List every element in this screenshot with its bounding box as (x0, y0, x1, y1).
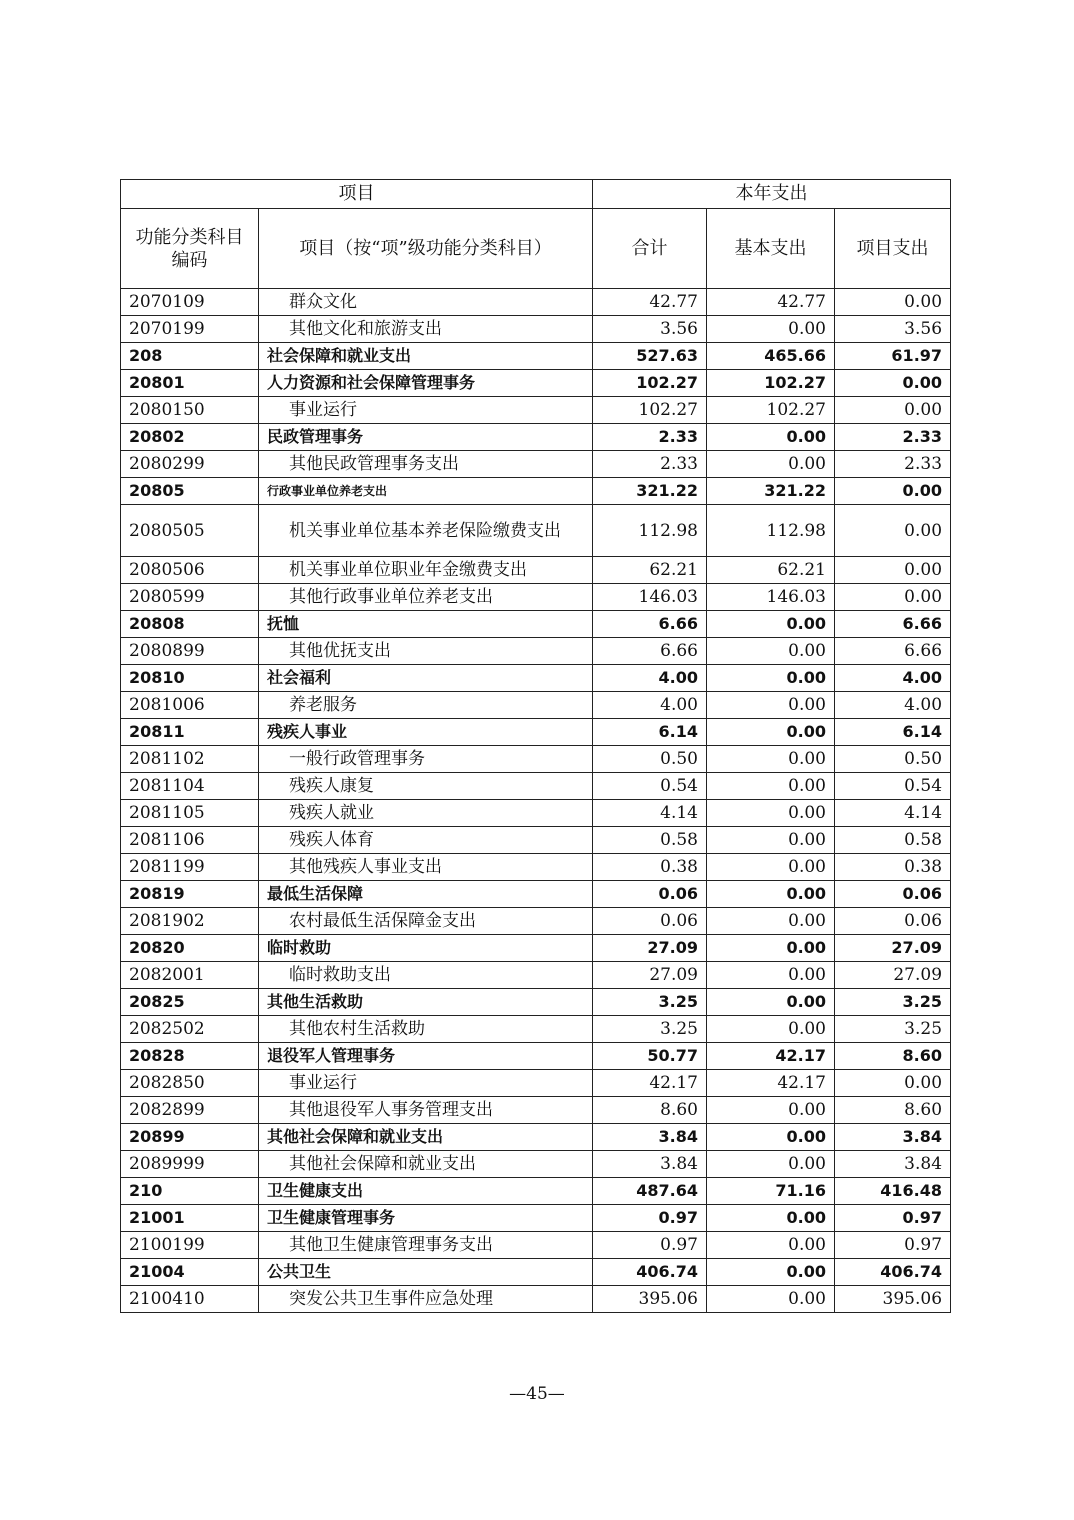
row-name: 民政管理事务 (259, 424, 593, 451)
row-basic: 42.17 (707, 1043, 835, 1070)
header-total: 合计 (593, 209, 707, 289)
table-row (121, 1286, 951, 1313)
table-row (121, 827, 951, 854)
row-project: 0.97 (835, 1232, 951, 1259)
row-total: 4.14 (593, 800, 707, 827)
row-total: 487.64 (593, 1178, 707, 1205)
row-project: 406.74 (835, 1259, 951, 1286)
row-code: 2082850 (121, 1070, 259, 1097)
row-project: 0.97 (835, 1205, 951, 1232)
row-project: 395.06 (835, 1286, 951, 1313)
row-code: 2081104 (121, 773, 259, 800)
row-code: 21001 (121, 1205, 259, 1232)
row-name: 其他优抚支出 (259, 638, 593, 665)
table-row (121, 397, 951, 424)
row-project: 4.14 (835, 800, 951, 827)
row-code: 2080599 (121, 584, 259, 611)
row-name: 其他行政事业单位养老支出 (259, 584, 593, 611)
row-name: 行政事业单位养老支出 (259, 478, 593, 505)
row-basic: 0.00 (707, 908, 835, 935)
row-total: 3.84 (593, 1124, 707, 1151)
row-project: 0.00 (835, 1070, 951, 1097)
row-basic: 465.66 (707, 343, 835, 370)
row-code: 2080899 (121, 638, 259, 665)
row-name: 突发公共卫生事件应急处理 (259, 1286, 593, 1313)
row-code: 2080505 (121, 505, 259, 557)
row-basic: 0.00 (707, 962, 835, 989)
row-name: 其他农村生活救助 (259, 1016, 593, 1043)
row-project: 0.00 (835, 289, 951, 316)
row-name: 最低生活保障 (259, 881, 593, 908)
row-code: 20801 (121, 370, 259, 397)
row-project: 4.00 (835, 665, 951, 692)
table-row (121, 692, 951, 719)
table-row (121, 908, 951, 935)
row-total: 6.14 (593, 719, 707, 746)
row-project: 0.00 (835, 505, 951, 557)
row-project: 0.38 (835, 854, 951, 881)
row-total: 395.06 (593, 1286, 707, 1313)
table-row (121, 289, 951, 316)
row-project: 3.25 (835, 1016, 951, 1043)
row-project: 3.84 (835, 1124, 951, 1151)
row-basic: 0.00 (707, 854, 835, 881)
row-name: 事业运行 (259, 1070, 593, 1097)
row-code: 2070199 (121, 316, 259, 343)
row-basic: 42.17 (707, 1070, 835, 1097)
row-basic: 0.00 (707, 1097, 835, 1124)
row-total: 0.50 (593, 746, 707, 773)
row-total: 6.66 (593, 638, 707, 665)
row-name: 公共卫生 (259, 1259, 593, 1286)
table-row (121, 1016, 951, 1043)
row-project: 8.60 (835, 1043, 951, 1070)
row-name: 残疾人就业 (259, 800, 593, 827)
row-name: 养老服务 (259, 692, 593, 719)
row-total: 102.27 (593, 397, 707, 424)
row-project: 4.00 (835, 692, 951, 719)
table-row (121, 989, 951, 1016)
row-basic: 0.00 (707, 1232, 835, 1259)
row-code: 20810 (121, 665, 259, 692)
row-name: 农村最低生活保障金支出 (259, 908, 593, 935)
row-total: 0.97 (593, 1232, 707, 1259)
table-row (121, 962, 951, 989)
row-total: 406.74 (593, 1259, 707, 1286)
row-total: 3.56 (593, 316, 707, 343)
table-row (121, 773, 951, 800)
row-project: 27.09 (835, 962, 951, 989)
row-basic: 102.27 (707, 397, 835, 424)
row-code: 20820 (121, 935, 259, 962)
table-row (121, 1151, 951, 1178)
row-project: 3.25 (835, 989, 951, 1016)
table-row (121, 800, 951, 827)
table-header-column-row (121, 209, 951, 289)
table-row (121, 370, 951, 397)
row-code: 20808 (121, 611, 259, 638)
row-name: 机关事业单位职业年金缴费支出 (259, 557, 593, 584)
table-row (121, 611, 951, 638)
row-basic: 0.00 (707, 1151, 835, 1178)
row-project: 2.33 (835, 424, 951, 451)
table-row (121, 1205, 951, 1232)
row-project: 3.84 (835, 1151, 951, 1178)
row-project: 0.00 (835, 397, 951, 424)
row-total: 4.00 (593, 665, 707, 692)
row-basic: 0.00 (707, 989, 835, 1016)
row-name: 其他民政管理事务支出 (259, 451, 593, 478)
row-basic: 0.00 (707, 1016, 835, 1043)
row-total: 27.09 (593, 962, 707, 989)
row-project: 416.48 (835, 1178, 951, 1205)
row-name: 社会福利 (259, 665, 593, 692)
row-basic: 112.98 (707, 505, 835, 557)
row-basic: 0.00 (707, 935, 835, 962)
row-project: 0.58 (835, 827, 951, 854)
row-basic: 146.03 (707, 584, 835, 611)
row-code: 2100199 (121, 1232, 259, 1259)
row-total: 0.58 (593, 827, 707, 854)
table-row (121, 1232, 951, 1259)
table-body (121, 289, 951, 1313)
row-code: 20805 (121, 478, 259, 505)
row-project: 6.66 (835, 611, 951, 638)
row-code: 20899 (121, 1124, 259, 1151)
row-total: 321.22 (593, 478, 707, 505)
row-basic: 0.00 (707, 424, 835, 451)
row-name: 社会保障和就业支出 (259, 343, 593, 370)
row-project: 27.09 (835, 935, 951, 962)
row-name: 一般行政管理事务 (259, 746, 593, 773)
row-code: 2080506 (121, 557, 259, 584)
row-name: 卫生健康支出 (259, 1178, 593, 1205)
row-total: 2.33 (593, 451, 707, 478)
row-total: 527.63 (593, 343, 707, 370)
row-code: 2081199 (121, 854, 259, 881)
row-project: 2.33 (835, 451, 951, 478)
row-basic: 0.00 (707, 451, 835, 478)
row-project: 61.97 (835, 343, 951, 370)
header-name: 项目（按“项”级功能分类科目） (259, 209, 593, 289)
row-total: 112.98 (593, 505, 707, 557)
row-code: 21004 (121, 1259, 259, 1286)
row-code: 2070109 (121, 289, 259, 316)
header-basic: 基本支出 (707, 209, 835, 289)
row-code: 2080150 (121, 397, 259, 424)
row-name: 其他社会保障和就业支出 (259, 1124, 593, 1151)
row-name: 临时救助支出 (259, 962, 593, 989)
row-code: 2082502 (121, 1016, 259, 1043)
row-code: 2089999 (121, 1151, 259, 1178)
row-total: 50.77 (593, 1043, 707, 1070)
row-basic: 0.00 (707, 800, 835, 827)
row-name: 事业运行 (259, 397, 593, 424)
row-code: 2081006 (121, 692, 259, 719)
row-total: 0.54 (593, 773, 707, 800)
row-project: 0.00 (835, 370, 951, 397)
row-name: 群众文化 (259, 289, 593, 316)
row-code: 2100410 (121, 1286, 259, 1313)
table-row (121, 1259, 951, 1286)
row-basic: 0.00 (707, 1124, 835, 1151)
table-row (121, 854, 951, 881)
row-total: 102.27 (593, 370, 707, 397)
row-basic: 0.00 (707, 638, 835, 665)
row-code: 20828 (121, 1043, 259, 1070)
row-basic: 0.00 (707, 692, 835, 719)
row-basic: 0.00 (707, 1259, 835, 1286)
expense-table (120, 179, 951, 1313)
row-name: 退役军人管理事务 (259, 1043, 593, 1070)
row-code: 2081105 (121, 800, 259, 827)
table-row (121, 1124, 951, 1151)
row-project: 6.66 (835, 638, 951, 665)
row-total: 3.84 (593, 1151, 707, 1178)
row-project: 0.06 (835, 908, 951, 935)
row-project: 8.60 (835, 1097, 951, 1124)
row-code: 2082001 (121, 962, 259, 989)
row-project: 0.00 (835, 584, 951, 611)
row-name: 其他残疾人事业支出 (259, 854, 593, 881)
row-basic: 0.00 (707, 1286, 835, 1313)
row-code: 2080299 (121, 451, 259, 478)
header-code: 功能分类科目编码 (121, 209, 259, 289)
table-row (121, 478, 951, 505)
row-name: 其他社会保障和就业支出 (259, 1151, 593, 1178)
row-code: 20825 (121, 989, 259, 1016)
row-basic: 0.00 (707, 611, 835, 638)
table-row (121, 1070, 951, 1097)
row-code: 20802 (121, 424, 259, 451)
row-basic: 71.16 (707, 1178, 835, 1205)
row-total: 6.66 (593, 611, 707, 638)
table-row (121, 505, 951, 557)
row-project: 0.00 (835, 478, 951, 505)
table-row (121, 451, 951, 478)
row-total: 0.06 (593, 881, 707, 908)
row-total: 146.03 (593, 584, 707, 611)
row-total: 4.00 (593, 692, 707, 719)
row-name: 人力资源和社会保障管理事务 (259, 370, 593, 397)
row-project: 6.14 (835, 719, 951, 746)
row-basic: 42.77 (707, 289, 835, 316)
table-row (121, 424, 951, 451)
row-project: 0.06 (835, 881, 951, 908)
header-expense-group: 本年支出 (593, 180, 951, 209)
row-name: 临时救助 (259, 935, 593, 962)
row-code: 20811 (121, 719, 259, 746)
row-project: 0.54 (835, 773, 951, 800)
row-project: 0.50 (835, 746, 951, 773)
table-row (121, 316, 951, 343)
row-basic: 0.00 (707, 773, 835, 800)
row-name: 残疾人康复 (259, 773, 593, 800)
row-basic: 0.00 (707, 881, 835, 908)
row-basic: 0.00 (707, 719, 835, 746)
row-total: 0.97 (593, 1205, 707, 1232)
row-name: 残疾人体育 (259, 827, 593, 854)
row-name: 机关事业单位基本养老保险缴费支出 (259, 505, 593, 557)
row-basic: 0.00 (707, 1205, 835, 1232)
row-basic: 0.00 (707, 316, 835, 343)
row-basic: 0.00 (707, 827, 835, 854)
page-number: —45— (509, 1384, 565, 1404)
table-row (121, 719, 951, 746)
header-item-group: 项目 (121, 180, 593, 209)
row-basic: 321.22 (707, 478, 835, 505)
table-row (121, 557, 951, 584)
row-total: 2.33 (593, 424, 707, 451)
table-row (121, 638, 951, 665)
row-total: 3.25 (593, 989, 707, 1016)
row-total: 62.21 (593, 557, 707, 584)
table-row (121, 584, 951, 611)
row-total: 8.60 (593, 1097, 707, 1124)
row-total: 3.25 (593, 1016, 707, 1043)
table-header-group-row (121, 180, 951, 209)
table-row (121, 746, 951, 773)
row-name: 其他卫生健康管理事务支出 (259, 1232, 593, 1259)
row-total: 42.17 (593, 1070, 707, 1097)
row-name: 残疾人事业 (259, 719, 593, 746)
row-total: 27.09 (593, 935, 707, 962)
row-basic: 102.27 (707, 370, 835, 397)
row-basic: 0.00 (707, 665, 835, 692)
row-total: 0.38 (593, 854, 707, 881)
table-row (121, 881, 951, 908)
row-code: 210 (121, 1178, 259, 1205)
table-row (121, 1178, 951, 1205)
row-basic: 0.00 (707, 746, 835, 773)
row-project: 0.00 (835, 557, 951, 584)
row-name: 其他退役军人事务管理支出 (259, 1097, 593, 1124)
row-name: 卫生健康管理事务 (259, 1205, 593, 1232)
table-row (121, 665, 951, 692)
row-code: 2081106 (121, 827, 259, 854)
row-name: 抚恤 (259, 611, 593, 638)
row-code: 208 (121, 343, 259, 370)
row-basic: 62.21 (707, 557, 835, 584)
row-total: 42.77 (593, 289, 707, 316)
table-row (121, 343, 951, 370)
table-row (121, 1097, 951, 1124)
row-total: 0.06 (593, 908, 707, 935)
row-name: 其他文化和旅游支出 (259, 316, 593, 343)
row-code: 20819 (121, 881, 259, 908)
table-row (121, 935, 951, 962)
row-name: 其他生活救助 (259, 989, 593, 1016)
header-project: 项目支出 (835, 209, 951, 289)
row-code: 2081102 (121, 746, 259, 773)
row-code: 2082899 (121, 1097, 259, 1124)
table-row (121, 1043, 951, 1070)
row-project: 3.56 (835, 316, 951, 343)
row-code: 2081902 (121, 908, 259, 935)
